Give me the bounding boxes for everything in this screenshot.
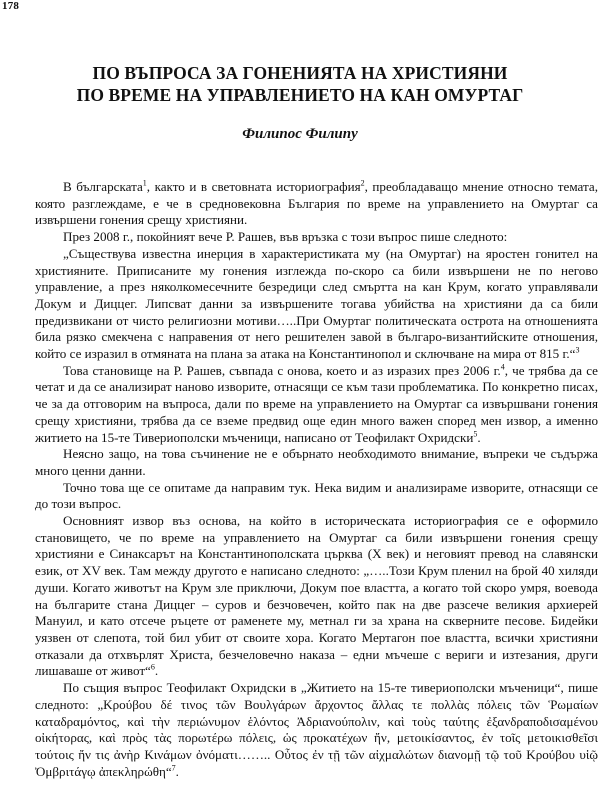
text-run: Основният извор въз основа, на който в историческата историография се е оформило становището, че по време на управлението на Омуртаг са били извършени гонения срещу християни е Синаксарът на Константинополската църква (X век) и неговият превод на славянски език, от XV век. Там между другото е написано следното: „…..Този Крум пленил на брой 40 хиляди души. Когато животът на Крум зле приключи, Докум пое властта, а когато той скоро умря, воевода на българите стана Диццег – суров и безчовечен, който пак на две разсече великия архиерей Мануил, и като отсече ръцете от раменете му, метнал ги за храна на скверните песове. Бидейки уязвен от слепота, той бил убит от своите хора. Когато Мертагон пое властта, всички християни отказали да отхвърлят Христа, безчеловечно наказа – едни мъчеше с вериги и изтезания, други лишаваше от живот“ <box>35 513 598 679</box>
text-run: . <box>175 763 179 779</box>
paragraph <box>35 363 598 447</box>
text-run: По същия въпрос Теофилакт Охридски в „Житието на 15-те тивериополски мъченици“, пише следното: „Κρούβου δέ τινος τῶν Βουλγάρων ἄρχοντος ἄλλας τε πολλὰς πόλεις τῶν Ῥωμαίων καταδραμόντος, καὶ τὴν περιώνυμον ἑλόντος Ἀδριανούπολιν, καὶ τοὺς ταύτης ἐξανδραποδισαμένου οἰκήτορας, καὶ πρὸς τὰς πορωτέρω πόλεις, ὡς προκατέχων ἤν, μετοικίσαντος, ἐν τοῖς μετοικισθεῖσι τούτοις ἤν τις ἀνὴρ Κινάμων ὀνόματι…….. Οὗτος ἐν τῇ τῶν αἰχμαλώτων διανομῇ τῷ τοῦ Κρούβου υἱῷ Ὀμβριτάγῳ ἀπεκληρώθη“ <box>35 680 598 779</box>
paragraph <box>35 229 598 246</box>
footnote-ref: 3 <box>575 345 580 355</box>
article-body <box>35 179 598 780</box>
footnote-ref: 6 <box>150 663 155 673</box>
paragraph <box>35 179 598 229</box>
text-run: Неясно защо, на това съчинение не е обърнато необходимото внимание, въпреки че съдържа много ценни данни. <box>35 446 598 478</box>
page-number: 178 <box>2 0 20 12</box>
text-run: . <box>154 663 159 679</box>
footnote-ref: 7 <box>171 763 176 773</box>
title-line-2: ПО ВРЕМЕ НА УПРАВЛЕНИЕТО НА КАН ОМУРТАГ <box>76 85 524 105</box>
text-run: През 2008 г., покойният вече Р. Рашев, във връзка с този въпрос пише следното: <box>63 229 508 245</box>
text-run: „Съществува известна инерция в характеристиката му (на Омуртаг) на яростен гонител на християните. Приписаните му гонения изглежда по-скоро са били извършени не по негово управление, а през няколкомесечните безредици след смъртта на кан Крум, когато управлявали Докум и Диццег. Липсват данни за извършените тогава убийства на християни да са били предизвикани от чисто религиозни мотиви…..При Омуртаг политическата острота на отношенията била рязко смекчена с направения от него решителен завой в българо-византийските отношения, който се изразил в отмяната на плана за атака на Константинопол и сключване на мира от 815 г.“ <box>35 245 598 362</box>
footnote-ref: 4 <box>500 362 505 372</box>
text-run: Точно това ще се опитаме да направим тук. Нека видим и анализираме изворите, отнасящи се до този въпрос. <box>35 479 598 512</box>
footnote-ref: 1 <box>142 178 147 188</box>
paragraph <box>35 513 598 680</box>
text-run: , както и в световната историография <box>146 179 361 194</box>
footnote-ref: 2 <box>360 178 365 188</box>
author-name: Филипос Филипу <box>242 126 358 142</box>
text-run: , преобладаващо мнение относно темата, която разглеждаме, е че в средновековна България по време на управлението на Омуртаг са извършени гонения срещу християни. <box>35 179 598 228</box>
paragraph <box>35 480 598 513</box>
paragraph <box>35 680 598 780</box>
footnote-ref: 5 <box>473 429 478 439</box>
title-line-1: ПО ВЪПРОСА ЗА ГОНЕНИЯТА НА ХРИСТИЯНИ <box>92 63 508 83</box>
text-run: Това становище на Р. Рашев, съвпада с онова, което и аз изразих през 2006 г. <box>63 362 501 378</box>
text-run: , че трябва да се четат и да се анализират наново изворите, отнасящи се към тази проблематика. По конкретно писах, че за да отговорим на въпроса, дали по време на управлението на Омуртаг са извършвани гонения срещу християни, трябва да се вземе предвид още един много важен според мен извор, а именно житието на 15-те Тивериополски мъченици, написано от Теофилакт Охридски <box>35 362 598 445</box>
text-run: В българската <box>63 179 143 194</box>
text-run: . <box>477 429 481 445</box>
paragraph <box>35 446 598 479</box>
quote-paragraph <box>35 246 598 363</box>
article-title <box>0 62 600 106</box>
